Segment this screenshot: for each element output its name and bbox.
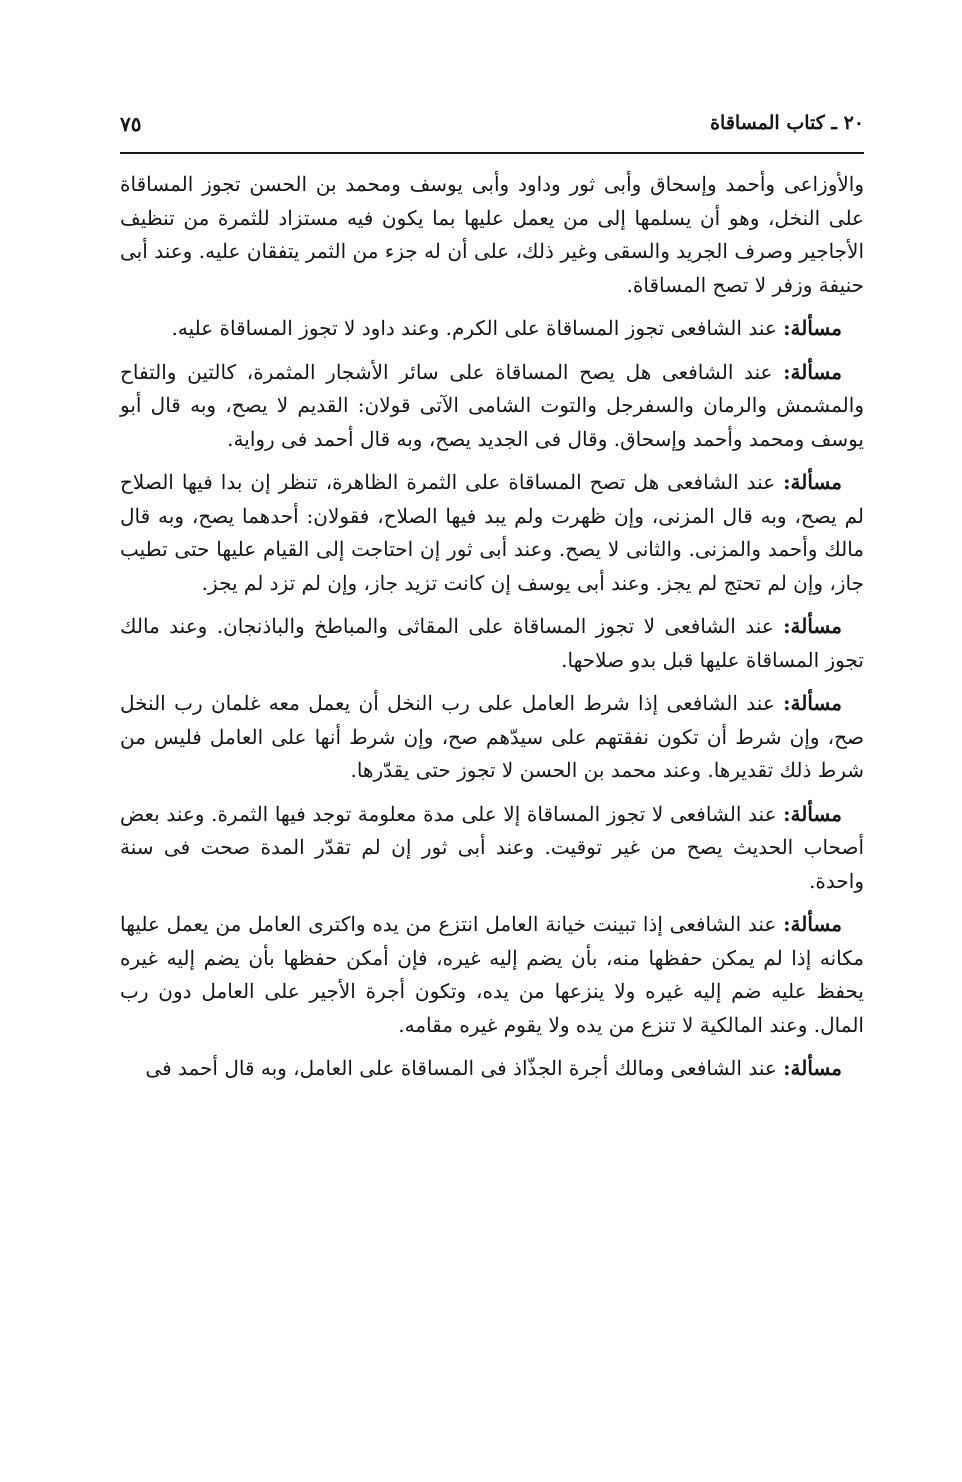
paragraph-text: عند الشافعى ومالك أجرة الجذّاذ فى المساقاة على العامل، وبه قال أحمد فى [145,1056,784,1080]
paragraph-text: عند الشافعى لا تجوز المساقاة على المقاثى والمباطخ والباذنجان. وعند مالك تجوز المساقاة عليها قبل بدو صلاحها. [120,614,864,672]
header-rule [120,152,864,154]
paragraph [120,466,864,600]
paragraph [120,610,864,677]
paragraph-text: عند الشافعى إذا شرط العامل على رب النخل أن يعمل معه غلمان رب النخل صح، وإن شرط أن تكون نفقتهم على سيدّهم صح، وإن شرط أنها على العامل فليس من شرط ذلك تقديرها. وعند محمد بن الحسن لا تجوز حتى يقدّرها. [120,691,864,782]
issue-label: مسألة: [783,801,842,826]
paragraph [120,1052,864,1086]
running-title: ٢٠ ـ كتاب المساقاة [710,112,864,134]
paragraph-text: عند الشافعى لا تجوز المساقاة إلا على مدة معلومة توجد فيها الثمرة. وعند بعض أصحاب الحديث يصح من غير توقيت. وعند أبى ثور إن لم تقدّر المدة صحت فى سنة واحدة. [120,801,864,893]
issue-label: مسألة: [783,316,842,340]
paragraph-text: عند الشافعى إذا تبينت خيانة العامل انتزع من يده واكترى العامل من يعمل عليها مكانه إذا لم يمكن حفظها منه، بأن يضم إليه غيره، فإن أمكن حفظها بأن يضم إليه غيره يحفظ عليه ضم إليه غيره ولا ينزعها من يده، وتكون أجرة الأجير على العامل دون رب المال. وعند المالكية لا تنزع من يده ولا يقوم غيره مقامه. [120,912,864,1037]
paragraph-text: عند الشافعى هل يصح المساقاة على سائر الأشجار المثمرة، كالتين والتفاح والمشمش والرمان والسفرجل والتوت الشامى الآتى قولان: القديم لا يصح، وبه قال أبو يوسف ومحمد وأحمد وإسحاق. وقال فى الجديد يصح، وبه قال أحمد فى رواية. [120,359,864,451]
issue-label: مسألة: [783,912,842,936]
paragraph-text: عند الشافعى تجوز المساقاة على الكرم. وعند داود لا تجوز المساقاة عليه. [171,316,784,340]
page-number: ٧٥ [120,112,142,136]
issue-label: مسألة: [783,359,842,384]
body-text [120,168,864,1096]
paragraph [120,798,864,899]
page-header [120,112,864,148]
paragraph-text: عند الشافعى هل تصح المساقاة على الثمرة الظاهرة، تنظر إن بدا فيها الصلاح لم يصح، وبه قال المزنى، وإن ظهرت ولم يبد فيها الصلاح، فقولان: أحدهما يصح، وبه قال مالك وأحمد والمزنى. والثانى لا يصح. وعند أبى ثور إن احتاجت إلى القيام عليها حتى تطيب جاز، وإن لم تحتج لم يجز. وعند أبى يوسف إن كانت تزيد جاز، وإن لم تزد لم يجز. [120,470,865,595]
issue-label: مسألة: [783,691,842,715]
paragraph [120,687,864,788]
issue-label: مسألة: [783,470,842,494]
paragraph [120,312,864,346]
paragraph [120,908,864,1042]
paragraph: والأوزاعى وأحمد وإسحاق وأبى ثور وداود وأبى يوسف ومحمد بن الحسن تجوز المساقاة على النخل، وهو أن يسلمها إلى من يعمل عليها بما يكون فيه مستزاد للثمرة من تنظيف الأجاجير وصرف الجريد والسقى وغير ذلك، على أن له جزء من الثمر يتفقان عليه. وعند أبى حنيفة وزفر لا تصح المساقاة. [120,172,864,297]
issue-label: مسألة: [783,614,842,638]
issue-label: مسألة: [783,1056,842,1080]
paragraph [120,356,864,457]
